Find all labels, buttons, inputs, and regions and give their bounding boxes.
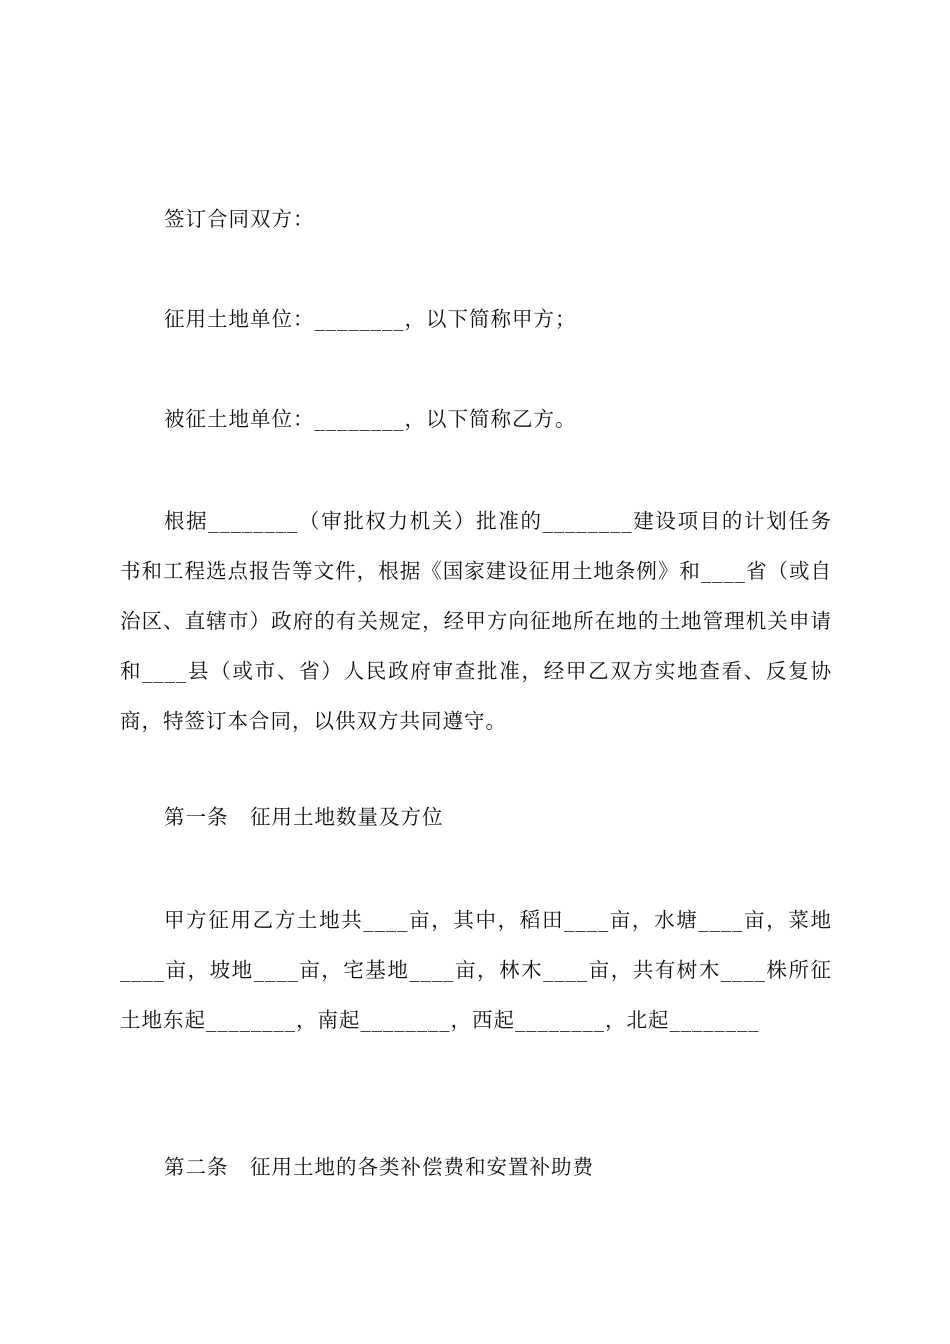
- basis-paragraph: 根据________（审批权力机关）批准的________建设项目的计划任务书和工程选点报告等文件，根据《国家建设征用土地条例》和____省（或自治区、直辖市）政府的有关规定，经甲方向征地所在地的土地管理机关申请和____县（或市、省）人民政府审查批准，经甲乙双方实地查看、反复协商，特签订本合同，以供双方共同遵守。: [120, 509, 832, 733]
- article-1-body: 甲方征用乙方土地共____亩，其中，稻田____亩，水塘____亩，菜地____亩，坡地____亩，宅基地____亩，林木____亩，共有树木____株所征土地东起________，南起________，西起________，北起________: [120, 908, 832, 1032]
- article-1-title: 第一条 征用土地数量及方位: [164, 805, 444, 829]
- signing-parties-heading: 签订合同双方：: [164, 207, 315, 231]
- party-a-line: 征用土地单位：________，以下简称甲方；: [164, 307, 577, 331]
- party-b-line: 被征土地单位：________，以下简称乙方。: [164, 407, 577, 431]
- article-2-title: 第二条 征用土地的各类补偿费和安置补助费: [164, 1155, 594, 1179]
